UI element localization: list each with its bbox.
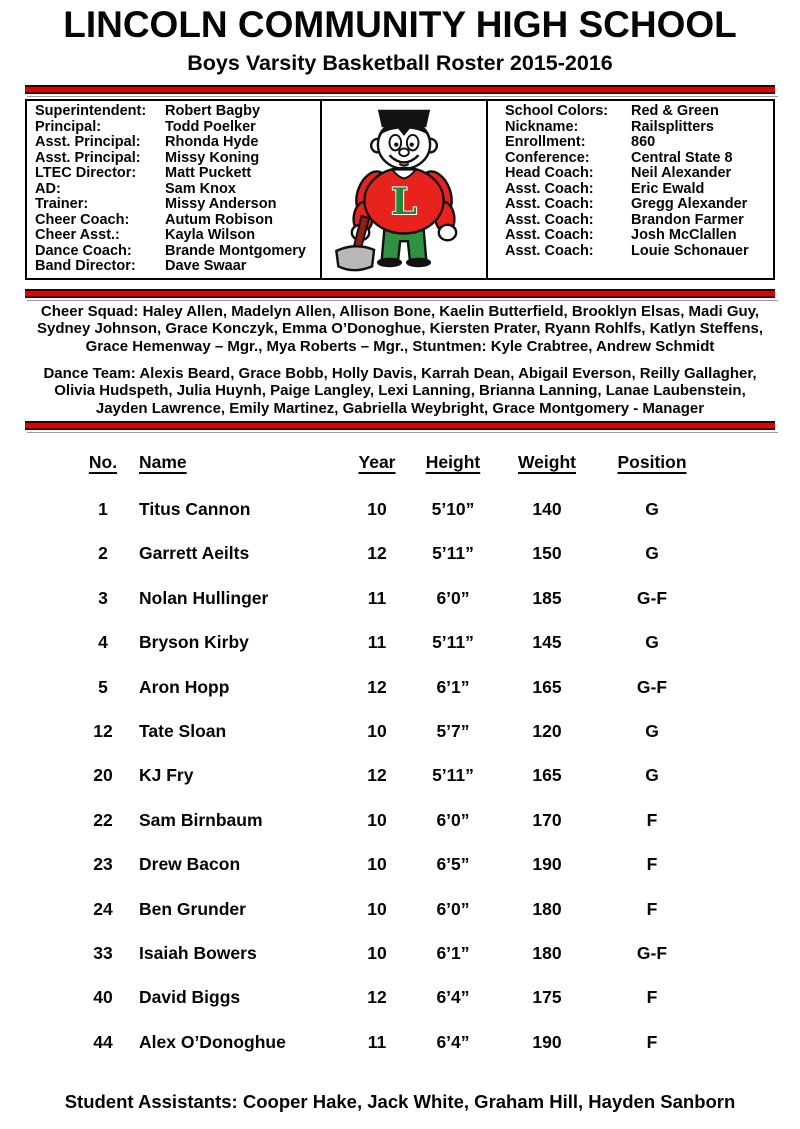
player-height: 5’11” xyxy=(432,632,474,653)
player-weight: 190 xyxy=(532,1031,562,1052)
axe-head xyxy=(336,246,374,270)
staff-row xyxy=(35,228,320,244)
staff-value: Rhonda Hyde xyxy=(165,134,259,151)
player-year: 12 xyxy=(367,543,387,564)
dance-team-line: Dance Team: Alexis Beard, Grace Bobb, Holly Davis, Karrah Dean, Abigail Everson, Reilly Gallagher, xyxy=(43,365,757,382)
header-year: Year xyxy=(358,452,396,472)
player-height: 5’7” xyxy=(436,721,470,741)
dance-team-text xyxy=(28,365,772,417)
roster-row xyxy=(0,721,800,747)
staff-value: Robert Bagby xyxy=(165,103,261,119)
school-info-row xyxy=(505,244,773,260)
player-position: G-F xyxy=(636,587,668,608)
school-info-value: Eric Ewald xyxy=(631,180,705,197)
page-subtitle: Boys Varsity Basketball Roster 2015-2016 xyxy=(187,51,613,75)
roster-row xyxy=(0,943,800,969)
player-position: G xyxy=(645,499,659,519)
player-name: Tate Sloan xyxy=(139,721,227,741)
player-number: 23 xyxy=(93,854,113,875)
staff-value: Missy Anderson xyxy=(165,196,277,213)
header-weight: Weight xyxy=(517,452,576,472)
player-year: 10 xyxy=(367,854,387,875)
cheer-squad-line: Sydney Johnson, Grace Konczyk, Emma O’Donoghue, Kiersten Prater, Ryann Rohlfs, Katlyn Steffens, xyxy=(36,320,763,338)
school-info-row xyxy=(505,166,773,182)
header-height: Height xyxy=(425,452,481,472)
school-info-label: Asst. Coach: xyxy=(505,211,594,228)
school-info-label: Asst. Coach: xyxy=(505,196,594,213)
staff-value: Matt Puckett xyxy=(165,165,252,182)
divider-bar-bottom xyxy=(25,421,775,430)
staff-label: Cheer Asst.: xyxy=(35,227,120,244)
staff-row xyxy=(35,182,320,198)
player-weight: 180 xyxy=(532,943,562,963)
player-height: 6’4” xyxy=(436,987,470,1008)
player-number: 24 xyxy=(93,898,113,919)
roster-row xyxy=(0,588,800,614)
mascot-letter: L xyxy=(391,179,417,223)
player-position: G-F xyxy=(636,676,668,697)
player-height: 6’1” xyxy=(436,676,470,697)
player-weight: 165 xyxy=(532,676,562,697)
school-info-value: Neil Alexander xyxy=(631,165,732,182)
player-number: 22 xyxy=(93,809,113,830)
school-info-value: Gregg Alexander xyxy=(631,196,748,213)
player-name: Nolan Hullinger xyxy=(139,587,269,608)
player-height: 6’1” xyxy=(436,943,470,963)
player-number: 1 xyxy=(98,499,108,519)
player-number: 5 xyxy=(98,676,108,697)
player-year: 11 xyxy=(367,632,387,653)
player-weight: 180 xyxy=(532,898,562,919)
cheer-squad-line: Cheer Squad: Haley Allen, Madelyn Allen, Allison Bone, Kaelin Butterfield, Brooklyn Elsas, Madi Guy, xyxy=(40,303,760,320)
player-height: 5’10” xyxy=(431,499,475,519)
player-year: 10 xyxy=(367,943,387,963)
header-no: No. xyxy=(88,452,118,472)
info-boxes xyxy=(25,99,775,280)
player-name: Drew Bacon xyxy=(139,854,241,875)
player-position: G xyxy=(645,721,659,741)
player-position: F xyxy=(646,809,658,830)
staff-row xyxy=(35,151,320,167)
staff-value: Autum Robison xyxy=(165,211,273,228)
player-weight: 165 xyxy=(532,765,562,786)
player-position: F xyxy=(646,1031,658,1052)
school-info-row xyxy=(505,182,773,198)
roster-row xyxy=(0,499,800,525)
player-number: 4 xyxy=(98,632,108,653)
player-weight: 140 xyxy=(532,499,562,519)
player-year: 10 xyxy=(367,499,387,519)
staff-value: Dave Swaar xyxy=(165,258,247,275)
mascot-box xyxy=(320,99,488,280)
player-number: 33 xyxy=(93,943,113,963)
staff-row xyxy=(35,259,320,275)
staff-label: Cheer Coach: xyxy=(35,211,130,228)
roster-row xyxy=(0,810,800,836)
staff-row xyxy=(35,166,320,182)
player-number: 3 xyxy=(98,587,108,608)
player-name: Aron Hopp xyxy=(139,676,230,697)
school-info-row xyxy=(505,135,773,151)
dance-team-line: Jayden Lawrence, Emily Martinez, Gabriella Weybright, Grace Montgomery - Manager xyxy=(95,399,705,417)
school-info-box xyxy=(486,99,775,280)
staff-label: Trainer: xyxy=(35,196,89,213)
header-name: Name xyxy=(139,452,187,472)
staff-row xyxy=(35,104,320,120)
player-weight: 185 xyxy=(532,587,562,608)
player-number: 20 xyxy=(93,765,113,786)
school-info-value: Railsplitters xyxy=(631,118,714,135)
staff-row xyxy=(35,244,320,260)
student-assistants-text: Student Assistants: Cooper Hake, Jack White, Graham Hill, Hayden Sanborn xyxy=(64,1091,736,1112)
roster-row xyxy=(0,987,800,1013)
player-year: 11 xyxy=(367,587,387,608)
player-position: F xyxy=(646,987,658,1008)
staff-label: Superintendent: xyxy=(35,103,147,119)
player-name: Garrett Aeilts xyxy=(139,543,250,564)
roster-row xyxy=(0,677,800,703)
staff-value: Kayla Wilson xyxy=(165,227,256,244)
player-year: 12 xyxy=(367,676,387,697)
player-year: 12 xyxy=(367,765,387,786)
player-weight: 120 xyxy=(532,721,562,741)
school-info-row xyxy=(505,228,773,244)
school-info-row xyxy=(505,197,773,213)
school-info-label: Asst. Coach: xyxy=(505,227,594,244)
staff-label: Principal: xyxy=(35,118,102,135)
roster-row xyxy=(0,1032,800,1058)
player-year: 11 xyxy=(367,1031,387,1052)
player-position: G xyxy=(645,632,659,653)
school-info-row xyxy=(505,104,773,120)
railsplitter-mascot-image xyxy=(329,104,479,276)
divider-bar-top xyxy=(25,85,775,94)
staff-value: Brande Montgomery xyxy=(165,242,306,259)
player-weight: 170 xyxy=(532,809,562,830)
staff-label: LTEC Director: xyxy=(35,165,137,182)
cheer-squad-text xyxy=(28,303,772,355)
roster-row xyxy=(0,632,800,658)
roster-row xyxy=(0,899,800,925)
staff-label: AD: xyxy=(35,180,61,197)
player-height: 6’0” xyxy=(436,898,470,919)
school-info-value: Josh McClallen xyxy=(631,227,737,244)
staff-label: Band Director: xyxy=(35,258,136,275)
player-height: 6’5” xyxy=(436,854,470,875)
player-name: Ben Grunder xyxy=(139,898,246,919)
school-info-value: Central State 8 xyxy=(631,149,733,166)
player-name: Isaiah Bowers xyxy=(139,943,257,963)
school-info-row xyxy=(505,151,773,167)
player-position: G xyxy=(645,765,659,786)
header-position: Position xyxy=(617,452,687,472)
staff-row xyxy=(35,120,320,136)
player-position: G-F xyxy=(636,943,668,963)
school-info-label: Asst. Coach: xyxy=(505,180,594,197)
staff-value: Sam Knox xyxy=(165,180,236,197)
staff-label: Dance Coach: xyxy=(35,242,132,259)
player-number: 2 xyxy=(98,543,108,564)
roster-row xyxy=(0,543,800,569)
player-height: 6’0” xyxy=(436,809,470,830)
school-info-row xyxy=(505,213,773,229)
school-info-row xyxy=(505,120,773,136)
player-name: David Biggs xyxy=(139,987,241,1008)
school-info-value: Red & Green xyxy=(631,103,719,119)
school-info-value: Louie Schonauer xyxy=(631,242,749,259)
cheer-squad-line: Grace Hemenway – Mgr., Mya Roberts – Mgr., Stuntmen: Kyle Crabtree, Andrew Schmidt xyxy=(85,337,715,355)
player-number: 44 xyxy=(93,1031,113,1052)
page-title: LINCOLN COMMUNITY HIGH SCHOOL xyxy=(63,4,737,45)
player-year: 10 xyxy=(367,898,387,919)
school-info-value: Brandon Farmer xyxy=(631,211,744,228)
divider-bar-middle xyxy=(25,289,775,298)
school-info-value: 860 xyxy=(631,134,656,151)
player-position: F xyxy=(646,898,658,919)
player-weight: 190 xyxy=(532,854,562,875)
school-info-label: Nickname: xyxy=(505,118,579,135)
player-number: 40 xyxy=(93,987,113,1008)
player-year: 10 xyxy=(367,721,387,741)
school-info-label: Asst. Coach: xyxy=(505,242,594,259)
player-year: 10 xyxy=(367,809,387,830)
player-number: 12 xyxy=(93,721,113,741)
player-year: 12 xyxy=(367,987,387,1008)
player-name: Sam Birnbaum xyxy=(139,809,263,830)
player-name: KJ Fry xyxy=(139,765,194,786)
staff-label: Asst. Principal: xyxy=(35,134,141,151)
player-height: 5’11” xyxy=(432,765,474,786)
player-height: 6’0” xyxy=(436,587,470,608)
player-weight: 145 xyxy=(532,632,562,653)
school-info-label: School Colors: xyxy=(505,103,609,119)
player-height: 5’11” xyxy=(432,543,474,564)
staff-value: Todd Poelker xyxy=(165,118,256,135)
player-height: 6’4” xyxy=(436,1031,470,1052)
player-name: Bryson Kirby xyxy=(139,632,249,653)
player-position: F xyxy=(646,854,658,875)
staff-row xyxy=(35,213,320,229)
school-info-label: Enrollment: xyxy=(505,134,586,151)
player-weight: 150 xyxy=(532,543,562,564)
player-weight: 175 xyxy=(532,987,562,1008)
player-name: Titus Cannon xyxy=(139,499,251,519)
player-position: G xyxy=(645,543,659,564)
staff-value: Missy Koning xyxy=(165,149,260,166)
roster-header-row xyxy=(0,452,800,478)
staff-label: Asst. Principal: xyxy=(35,149,141,166)
school-info-label: Head Coach: xyxy=(505,165,594,182)
roster-row xyxy=(0,765,800,791)
player-name: Alex O’Donoghue xyxy=(139,1031,286,1052)
staff-box xyxy=(25,99,322,280)
school-info-label: Conference: xyxy=(505,149,590,166)
roster-row xyxy=(0,854,800,880)
dance-team-line: Olivia Hudspeth, Julia Huynh, Paige Langley, Lexi Lanning, Brianna Lanning, Lanae Laubenstein, xyxy=(54,382,746,400)
staff-row xyxy=(35,197,320,213)
staff-row xyxy=(35,135,320,151)
